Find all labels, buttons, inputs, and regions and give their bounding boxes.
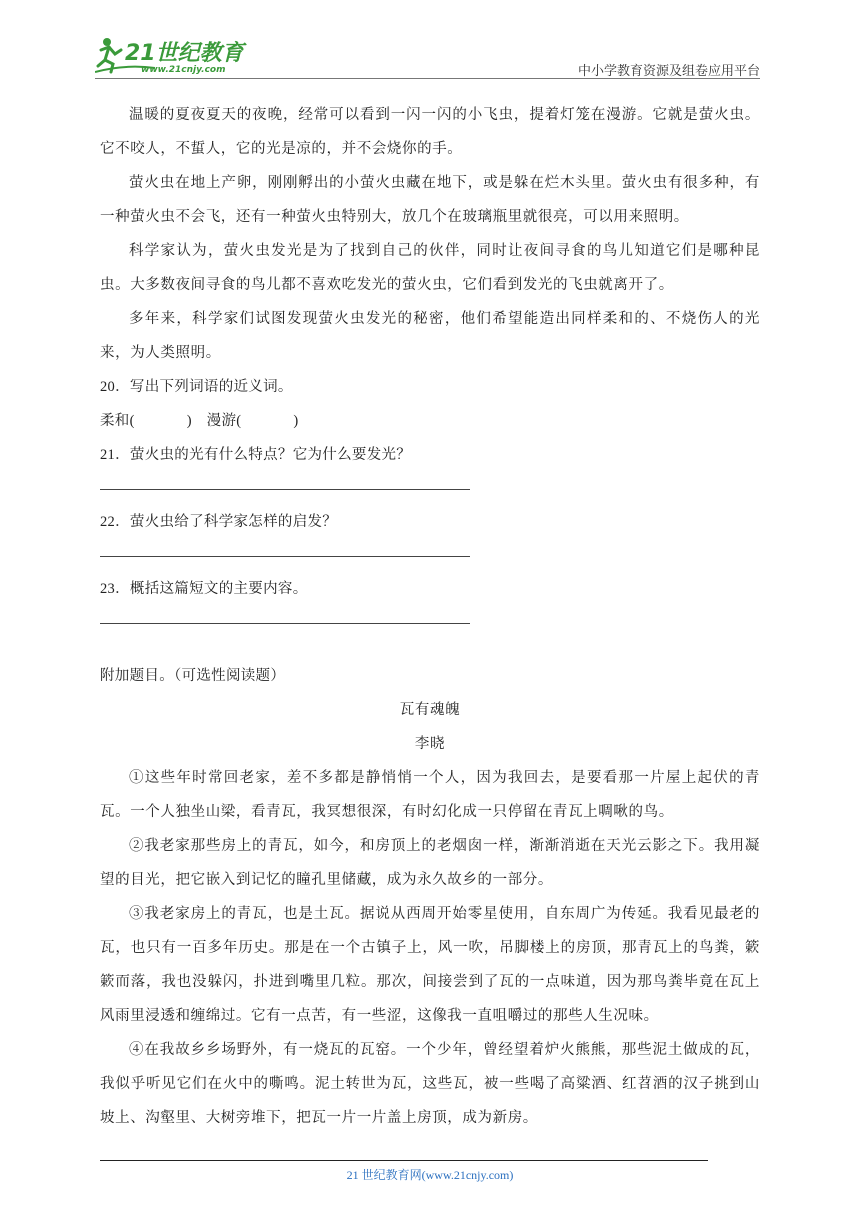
passage-paragraph-3: 科学家认为，萤火虫发光是为了找到自己的伙伴，同时让夜间寻食的鸟儿知道它们是哪种昆虫。大多数夜间寻食的鸟儿都不喜欢吃发光的萤火虫，它们看到发光的飞虫就离开了。 bbox=[100, 243, 760, 293]
q20-word-1: 柔和( bbox=[100, 413, 135, 429]
answer-line-23[interactable] bbox=[100, 623, 470, 624]
passage-paragraph-1: 温暖的夏夜夏天的夜晚，经常可以看到一闪一闪的小飞虫，提着灯笼在漫游。它就是萤火虫。它不咬人，不蜇人，它的光是凉的，并不会烧你的手。 bbox=[100, 107, 760, 157]
svg-text:www.21cnjy.com: www.21cnjy.com bbox=[141, 65, 226, 75]
article-author: 李晓 bbox=[414, 736, 446, 752]
article-title: 瓦有魂魄 bbox=[399, 702, 461, 718]
runner-logo-icon bbox=[95, 34, 265, 76]
answer-line-22[interactable] bbox=[100, 556, 470, 557]
footer-divider bbox=[100, 1160, 708, 1161]
extra-heading: 附加题目。（可选性阅读题） bbox=[100, 668, 286, 684]
question-20: 20．写出下列词语的近义词。 bbox=[100, 379, 293, 395]
footer-link[interactable]: 21 世纪教育网(www.21cnjy.com) bbox=[346, 1168, 514, 1182]
document-body bbox=[100, 98, 760, 1135]
passage-paragraph-4: 多年来，科学家们试图发现萤火虫发光的秘密，他们希望能造出同样柔和的、不烧伤人的光来，为人类照明。 bbox=[100, 311, 760, 361]
article-paragraph-4: ④在我故乡乡场野外，有一烧瓦的瓦窑。一个少年，曾经望着炉火熊熊，那些泥土做成的瓦，我似乎听见它们在火中的嘶鸣。泥土转世为瓦，这些瓦，被一些喝了高粱酒、红苕酒的汉子挑到山坡上、沟壑里、大树旁堆下，把瓦一片一片盖上房顶，成为新房。 bbox=[100, 1042, 760, 1126]
question-20-blanks bbox=[100, 404, 760, 438]
q20-close: ) bbox=[293, 413, 299, 429]
article-paragraph-2: ②我老家那些房上的青瓦，如今，和房顶上的老烟囱一样，渐渐消逝在天光云影之下。我用凝望的目光，把它嵌入到记忆的瞳孔里储藏，成为永久故乡的一部分。 bbox=[100, 838, 760, 888]
question-23: 23．概括这篇短文的主要内容。 bbox=[100, 581, 308, 597]
header-platform-text: 中小学教育资源及组卷应用平台 bbox=[577, 64, 760, 79]
site-logo bbox=[95, 34, 265, 76]
q20-word-2: ) 漫游( bbox=[186, 413, 242, 429]
header-divider bbox=[95, 78, 760, 79]
passage-paragraph-2: 萤火虫在地上产卵，刚刚孵出的小萤火虫藏在地下，或是躲在烂木头里。萤火虫有很多种，有一种萤火虫不会飞，还有一种萤火虫特别大，放几个在玻璃瓶里就很亮，可以用来照明。 bbox=[100, 175, 760, 225]
article-paragraph-1: ①这些年时常回老家，差不多都是静悄悄一个人，因为我回去，是要看那一片屋上起伏的青瓦。一个人独坐山梁，看青瓦，我冥想很深，有时幻化成一只停留在青瓦上啁啾的鸟。 bbox=[100, 770, 760, 820]
question-22: 22．萤火虫给了科学家怎样的启发？ bbox=[100, 514, 338, 530]
question-21: 21．萤火虫的光有什么特点？它为什么要发光？ bbox=[100, 447, 412, 463]
article-paragraph-3: ③我老家房上的青瓦，也是土瓦。据说从西周开始零星使用，自东周广为传延。我看见最老的瓦，也只有一百多年历史。那是在一个古镇子上，风一吹，吊脚楼上的房顶，那青瓦上的鸟粪，簌簌而落，我也没躲闪，扑进到嘴里几粒。那次，间接尝到了瓦的一点味道，因为那鸟粪毕竟在瓦上风雨里浸透和缠绵过。它有一点苦，有一些涩，这像我一直咀嚼过的那些人生况味。 bbox=[100, 906, 760, 1024]
answer-line-21[interactable] bbox=[100, 489, 470, 490]
section-spacer bbox=[100, 639, 760, 659]
svg-text:21世纪教育: 21世纪教育 bbox=[125, 41, 244, 66]
page-header bbox=[95, 30, 760, 80]
